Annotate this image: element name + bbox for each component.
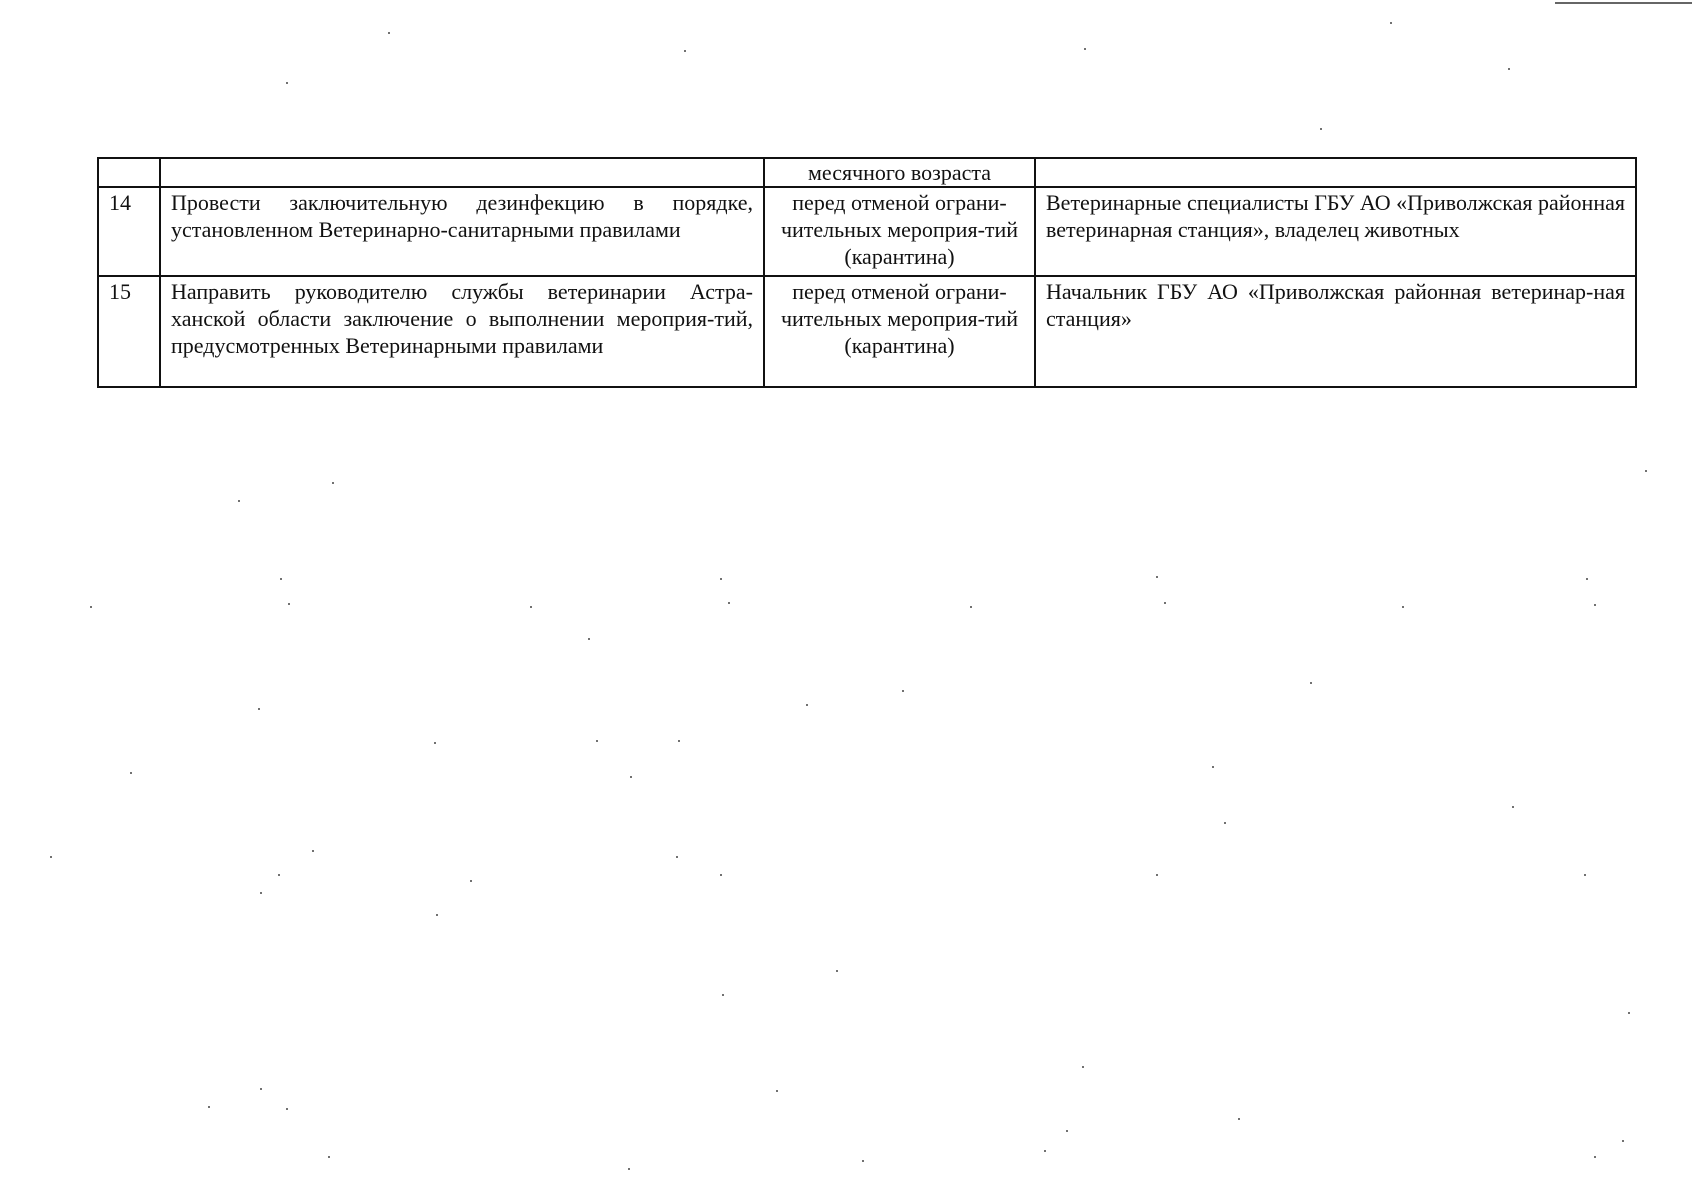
scan-speck [434,742,436,744]
scan-speck [776,1090,778,1092]
scan-speck [328,1156,330,1158]
scan-speck [278,874,280,876]
scan-speck [1390,22,1392,24]
scan-speck [1622,1140,1624,1142]
row-number-cell: 15 [98,276,160,387]
scan-speck [1156,874,1158,876]
scan-speck [676,856,678,858]
scan-speck [288,603,290,605]
scan-speck [1402,606,1404,608]
scan-speck [1594,1156,1596,1158]
row-number-cell: 14 [98,187,160,276]
scan-speck [1212,766,1214,768]
scan-speck [312,850,314,852]
scan-speck [678,740,680,742]
measures-table [97,157,1637,388]
term-cell: месячного возраста [764,158,1035,187]
scan-speck [286,1108,288,1110]
table-row [98,187,1636,276]
scan-speck [1628,1012,1630,1014]
scan-speck [260,1088,262,1090]
scan-speck [902,690,904,692]
scan-speck [1156,576,1158,578]
scan-speck [1310,682,1312,684]
scan-speck [970,606,972,608]
term-cell: перед отменой ограни-чительных мероприя-тий (карантина) [764,187,1035,276]
scan-speck [1044,1150,1046,1152]
scan-speck [1084,48,1086,50]
scan-speck [596,740,598,742]
table-row [98,158,1636,187]
scan-speck [720,874,722,876]
scan-speck [280,578,282,580]
scan-speck [1512,806,1514,808]
responsible-cell [1035,158,1636,187]
scan-speck [530,606,532,608]
scan-speck [1586,578,1588,580]
scan-speck [628,1168,630,1170]
scan-speck [50,856,52,858]
scan-speck [862,1160,864,1162]
scan-speck [1066,1130,1068,1132]
action-cell: Провести заключительную дезинфекцию в порядке, установленном Ветеринарно-санитарными правилами [160,187,764,276]
scan-edge-mark [1555,2,1692,4]
scan-speck [1224,822,1226,824]
scan-speck [286,82,288,84]
scan-speck [1594,604,1596,606]
scan-speck [720,578,722,580]
scan-speck [630,776,632,778]
scan-speck [1320,128,1322,130]
table-row [98,276,1636,387]
scan-speck [436,914,438,916]
action-cell [160,158,764,187]
scan-speck [238,500,240,502]
scan-speck [1238,1118,1240,1120]
scan-speck [836,970,838,972]
scan-speck [1082,1066,1084,1068]
scan-speck [90,606,92,608]
term-cell: перед отменой ограни-чительных мероприя-тий (карантина) [764,276,1035,387]
scan-speck [208,1106,210,1108]
responsible-cell: Ветеринарные специалисты ГБУ АО «Приволжская районная ветеринарная станция», владелец животных [1035,187,1636,276]
scan-speck [470,880,472,882]
action-cell: Направить руководителю службы ветеринарии Астра-ханской области заключение о выполнении мероприя-тий, предусмотренных Ветеринарными правилами [160,276,764,387]
row-number-cell [98,158,160,187]
scan-speck [588,638,590,640]
scan-speck [1645,470,1647,472]
scan-speck [722,994,724,996]
scan-speck [130,772,132,774]
scan-speck [258,708,260,710]
scan-speck [260,892,262,894]
scan-speck [1508,68,1510,70]
scan-speck [1584,874,1586,876]
scan-speck [684,50,686,52]
scan-speck [388,32,390,34]
scan-speck [806,704,808,706]
responsible-cell: Начальник ГБУ АО «Приволжская районная ветеринар-ная станция» [1035,276,1636,387]
scan-speck [332,482,334,484]
scan-speck [1164,602,1166,604]
scan-speck [728,602,730,604]
